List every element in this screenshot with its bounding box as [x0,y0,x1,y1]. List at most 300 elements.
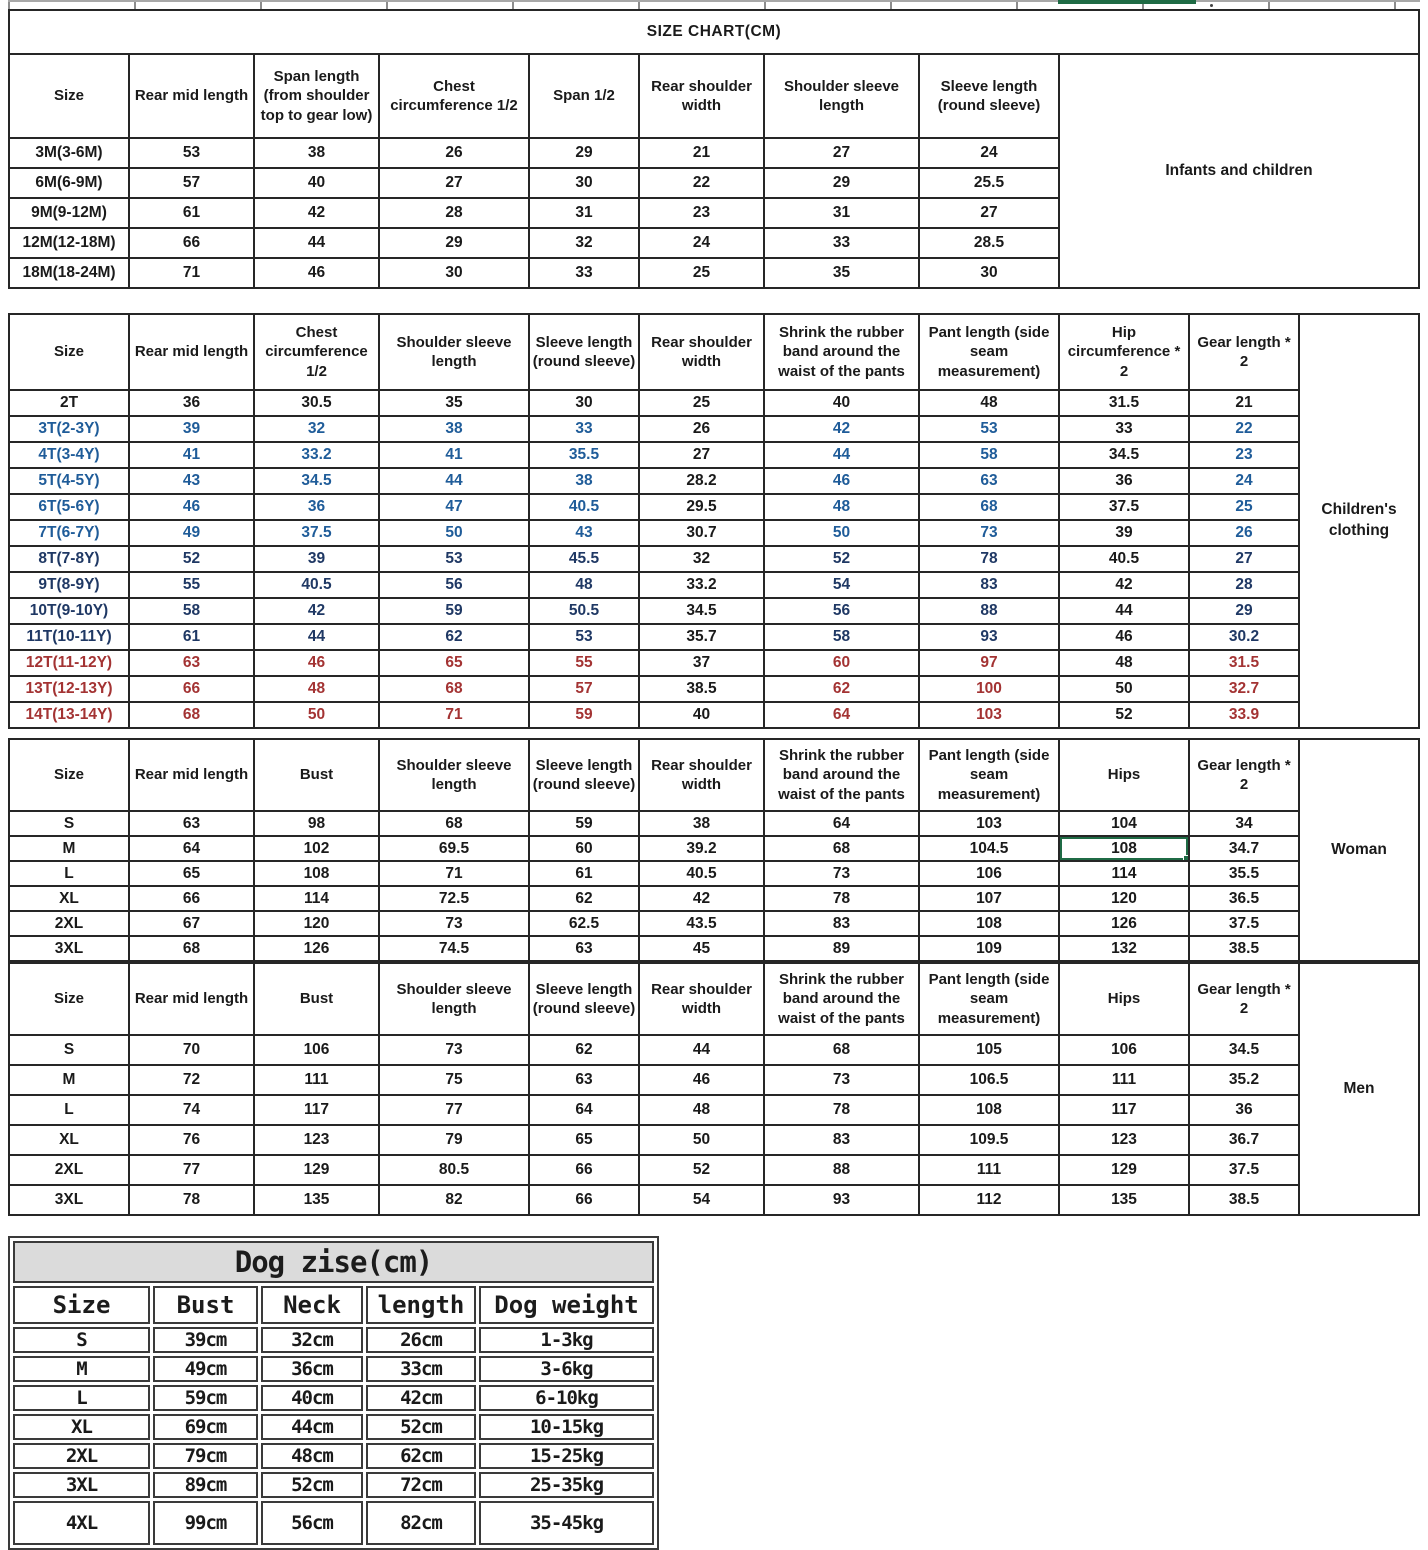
table-cell: 47 [379,494,529,520]
column-header: Size [9,54,129,138]
table-row [9,886,1419,911]
table-row [9,811,1419,836]
table-cell: 33.9 [1189,702,1299,728]
table-cell: 129 [254,1155,379,1185]
column-header: Shoulder sleeve length [379,739,529,811]
table-cell: 107 [919,886,1059,911]
table-cell: 66 [529,1185,639,1215]
table-cell: 104 [1059,811,1189,836]
size-cell: 6M(6-9M) [9,168,129,198]
table-cell: 29 [529,138,639,168]
table-cell: 32 [639,546,764,572]
table-cell: 61 [129,624,254,650]
table-cell: 27 [919,198,1059,228]
column-header: Shrink the rubber band around the waist of the pants [764,739,919,811]
table-cell: 82 [379,1185,529,1215]
table-cell: 66 [529,1155,639,1185]
table-cell: 123 [254,1125,379,1155]
table-cell: 50 [254,702,379,728]
table-row [9,936,1419,961]
table-row [9,520,1419,546]
table-row [9,1155,1419,1185]
table-cell: 62 [529,886,639,911]
table-cell: 29.5 [639,494,764,520]
table-cell: 33.2 [639,572,764,598]
table-cell: 36cm [261,1356,363,1382]
dog-size-table [8,1236,659,1550]
table-cell: 111 [1059,1065,1189,1095]
table-cell: 41 [379,442,529,468]
column-header: Hips [1059,739,1189,811]
table-cell: 1-3kg [479,1327,654,1353]
table-cell: 50 [379,520,529,546]
table-cell: 37.5 [254,520,379,546]
table-cell: 30.7 [639,520,764,546]
table-cell: 40.5 [1059,546,1189,572]
table-cell: 35.5 [529,442,639,468]
table-row [9,1065,1419,1095]
table-cell: 120 [254,911,379,936]
table-cell: 46 [129,494,254,520]
table-cell: 58 [764,624,919,650]
size-cell: 18M(18-24M) [9,258,129,288]
table-cell: 59cm [153,1385,258,1411]
table-cell: 109 [919,936,1059,961]
table-row [9,1125,1419,1155]
size-cell: 3M(3-6M) [9,138,129,168]
column-header: Rear shoulder width [639,314,764,390]
table-cell: 71 [379,702,529,728]
table-cell: 42 [1059,572,1189,598]
size-cell: 9T(8-9Y) [9,572,129,598]
table-cell: 42cm [366,1385,476,1411]
column-header: Sleeve length (round sleeve) [529,963,639,1035]
column-header: Rear shoulder width [639,963,764,1035]
table-cell: 62 [529,1035,639,1065]
table-cell: 43.5 [639,911,764,936]
table-cell: 67 [129,911,254,936]
table-cell: 38 [379,416,529,442]
table-cell: 68 [379,676,529,702]
table-cell: 100 [919,676,1059,702]
table-cell: 43 [529,520,639,546]
table-cell: 60 [764,650,919,676]
table-row [13,1327,654,1353]
table-cell: 117 [254,1095,379,1125]
table-cell: 74 [129,1095,254,1125]
table-cell: 83 [764,1125,919,1155]
column-header: Shoulder sleeve length [379,314,529,390]
table-cell: 49 [129,520,254,546]
table-cell: 33 [529,416,639,442]
column-header: Rear shoulder width [639,54,764,138]
table-row [13,1501,654,1545]
table-cell: 59 [529,702,639,728]
table-cell: 62.5 [529,911,639,936]
table-cell: 40 [639,702,764,728]
size-cell: S [13,1327,150,1353]
table-cell: 52 [639,1155,764,1185]
table-cell: 57 [129,168,254,198]
table-cell: 28.2 [639,468,764,494]
size-cell: 14T(13-14Y) [9,702,129,728]
table-cell: 65 [529,1125,639,1155]
table-cell: 25-35kg [479,1472,654,1498]
table-cell: 24 [1189,468,1299,494]
column-header: Size [9,963,129,1035]
table-row [9,624,1419,650]
table-cell: 77 [129,1155,254,1185]
table-cell: 108 [919,1095,1059,1125]
table-cell: 46 [254,258,379,288]
table-cell: 25 [639,390,764,416]
table-cell: 73 [919,520,1059,546]
table-cell: 63 [129,811,254,836]
table-cell: 68 [379,811,529,836]
table-cell: 44 [379,468,529,494]
table-cell: 80.5 [379,1155,529,1185]
spacer [8,1216,1420,1236]
table-cell: 69.5 [379,836,529,861]
column-header: Hips [1059,963,1189,1035]
table-cell: 61 [129,198,254,228]
column-header: Rear mid length [129,314,254,390]
table-cell: 30 [529,168,639,198]
size-cell: 11T(10-11Y) [9,624,129,650]
table-cell: 36 [254,494,379,520]
table-row [9,468,1419,494]
table-cell: 56 [764,598,919,624]
table-cell: 72.5 [379,886,529,911]
size-chart-woman-table [8,738,1420,962]
table-cell: 40.5 [639,861,764,886]
table-cell: 93 [919,624,1059,650]
table-cell: 135 [254,1185,379,1215]
table-cell: 108 [919,911,1059,936]
column-header: Shrink the rubber band around the waist of the pants [764,963,919,1035]
size-cell: 2T [9,390,129,416]
size-cell: 8T(7-8Y) [9,546,129,572]
table-cell: 28.5 [919,228,1059,258]
table-cell: 33 [764,228,919,258]
table-cell: 48 [764,494,919,520]
table-cell: 6-10kg [479,1385,654,1411]
table-cell: 15-25kg [479,1443,654,1469]
table-cell: 135 [1059,1185,1189,1215]
size-cell: XL [9,1125,129,1155]
table-cell: 26 [1189,520,1299,546]
table-cell: 111 [919,1155,1059,1185]
size-cell: L [13,1385,150,1411]
column-header: Pant length (side seam measurement) [919,963,1059,1035]
table-cell: 73 [764,861,919,886]
table-cell: 34 [1189,811,1299,836]
table-cell: 63 [919,468,1059,494]
table-cell: 68 [129,702,254,728]
table-row [13,1414,654,1440]
table-cell: 106 [919,861,1059,886]
column-header: Sleeve length (round sleeve) [529,314,639,390]
table-row [9,836,1419,861]
table-cell: 26cm [366,1327,476,1353]
size-cell: 13T(12-13Y) [9,676,129,702]
table-cell: 109.5 [919,1125,1059,1155]
column-header: Pant length (side seam measurement) [919,314,1059,390]
column-header: Shrink the rubber band around the waist of the pants [764,314,919,390]
column-header: Shoulder sleeve length [764,54,919,138]
table-cell: 63 [529,936,639,961]
column-header: Gear length * 2 [1189,963,1299,1035]
table-cell: 46 [254,650,379,676]
column-header: Hip circumference * 2 [1059,314,1189,390]
table-cell: 58 [129,598,254,624]
size-cell: XL [13,1414,150,1440]
table-row [9,494,1419,520]
table-cell: 55 [129,572,254,598]
table-cell: 58 [919,442,1059,468]
table-cell: 64 [764,811,919,836]
table-cell: 39 [1059,520,1189,546]
table-cell: 54 [639,1185,764,1215]
group-label: Infants and children [1059,54,1419,288]
table-cell: 48 [639,1095,764,1125]
table-row [9,1095,1419,1125]
table-cell: 36 [1059,468,1189,494]
table-row [13,1472,654,1498]
table-cell: 57 [529,676,639,702]
ruler-dot [1210,4,1213,7]
table-cell: 62 [764,676,919,702]
table-cell: 33 [529,258,639,288]
table-cell: 33.2 [254,442,379,468]
column-header: Span 1/2 [529,54,639,138]
table-cell: 39 [129,416,254,442]
column-header: Bust [254,963,379,1035]
table-cell: 27 [639,442,764,468]
table-cell: 64 [764,702,919,728]
table-row [9,442,1419,468]
table-cell: 21 [639,138,764,168]
table-cell: 23 [1189,442,1299,468]
column-header: Pant length (side seam measurement) [919,739,1059,811]
table-row [9,598,1419,624]
table-cell: 43 [129,468,254,494]
table-cell: 30.5 [254,390,379,416]
table-cell: 29 [379,228,529,258]
table-cell: 41 [129,442,254,468]
table-cell: 35 [764,258,919,288]
size-cell: 3XL [13,1472,150,1498]
size-cell: 6T(5-6Y) [9,494,129,520]
table-cell: 34.5 [639,598,764,624]
table-cell: 68 [129,936,254,961]
table-cell: 60 [529,836,639,861]
table-row [9,1185,1419,1215]
table-cell: 30 [379,258,529,288]
table-cell: 22 [1189,416,1299,442]
table-cell: 37 [639,650,764,676]
table-cell: 64 [129,836,254,861]
spacer [8,729,1420,738]
table-cell: 34.5 [1059,442,1189,468]
table-cell: 26 [639,416,764,442]
table-cell: 24 [639,228,764,258]
table-cell: 89 [764,936,919,961]
table-cell: 40.5 [529,494,639,520]
table-cell: 98 [254,811,379,836]
table-cell: 68 [919,494,1059,520]
size-cell: 3XL [9,936,129,961]
table-cell: 73 [379,1035,529,1065]
table-row [9,861,1419,886]
table-cell: 89cm [153,1472,258,1498]
table-cell: 40 [254,168,379,198]
table-cell: 45 [639,936,764,961]
table-cell: 66 [129,228,254,258]
table-row [9,702,1419,728]
table-cell: 40cm [261,1385,363,1411]
table-cell: 36 [129,390,254,416]
size-cell: 2XL [13,1443,150,1469]
table-cell: 34.5 [254,468,379,494]
table-cell: 56 [379,572,529,598]
column-header: Rear mid length [129,54,254,138]
table-cell: 25 [1189,494,1299,520]
table-cell: 82cm [366,1501,476,1545]
table-cell: 44 [254,228,379,258]
column-header: Neck [261,1286,363,1324]
table-cell: 103 [919,702,1059,728]
table-row [13,1356,654,1382]
table-cell: 114 [1059,861,1189,886]
table-cell: 48 [254,676,379,702]
size-chart-children-table [8,313,1420,729]
table-cell: 23 [639,198,764,228]
table-cell: 123 [1059,1125,1189,1155]
table-cell: 63 [129,650,254,676]
table-cell: 35-45kg [479,1501,654,1545]
table-cell: 28 [1189,572,1299,598]
table-cell: 39 [254,546,379,572]
size-cell: 2XL [9,911,129,936]
table-title: Dog zise(cm) [13,1241,654,1283]
table-cell: 24 [919,138,1059,168]
table-cell: 120 [1059,886,1189,911]
table-cell: 71 [379,861,529,886]
size-cell: 10T(9-10Y) [9,598,129,624]
table-cell: 25 [639,258,764,288]
table-cell: 52 [764,546,919,572]
table-cell: 31.5 [1059,390,1189,416]
size-cell: 9M(9-12M) [9,198,129,228]
table-cell: 30.2 [1189,624,1299,650]
table-cell: 53 [529,624,639,650]
spacer [8,289,1420,313]
table-cell: 64 [529,1095,639,1125]
table-cell: 99cm [153,1501,258,1545]
table-cell: 78 [919,546,1059,572]
table-cell: 42 [764,416,919,442]
table-cell: 37.5 [1059,494,1189,520]
table-cell: 77 [379,1095,529,1125]
table-cell: 76 [129,1125,254,1155]
table-cell: 65 [129,861,254,886]
table-cell: 68 [764,836,919,861]
table-row [13,1443,654,1469]
table-cell: 37.5 [1189,911,1299,936]
size-cell: L [9,1095,129,1125]
table-cell: 46 [764,468,919,494]
size-cell: S [9,811,129,836]
table-cell: 83 [764,911,919,936]
table-cell: 103 [919,811,1059,836]
size-cell: 7T(6-7Y) [9,520,129,546]
table-row [9,572,1419,598]
table-cell: 32cm [261,1327,363,1353]
table-cell: 25.5 [919,168,1059,198]
column-header: Gear length * 2 [1189,314,1299,390]
table-cell: 106 [254,1035,379,1065]
table-cell: 37.5 [1189,1155,1299,1185]
table-cell: 44 [764,442,919,468]
column-header: Size [9,314,129,390]
table-cell: 50 [764,520,919,546]
table-cell: 114 [254,886,379,911]
table-cell: 21 [1189,390,1299,416]
table-cell: 27 [1189,546,1299,572]
size-cell: XL [9,886,129,911]
table-cell: 75 [379,1065,529,1095]
table-cell: 65 [379,650,529,676]
table-cell: 29 [1189,598,1299,624]
table-cell: 59 [529,811,639,836]
column-header: Rear mid length [129,963,254,1035]
table-cell: 71 [129,258,254,288]
table-row [9,911,1419,936]
column-header: Chest circumference 1/2 [379,54,529,138]
table-cell: 59 [379,598,529,624]
table-cell: 49cm [153,1356,258,1382]
table-cell: 42 [639,886,764,911]
table-cell: 106.5 [919,1065,1059,1095]
table-cell: 56cm [261,1501,363,1545]
table-cell: 69cm [153,1414,258,1440]
size-cell: 12M(12-18M) [9,228,129,258]
size-cell: M [9,1065,129,1095]
table-row [9,650,1419,676]
table-cell: 26 [379,138,529,168]
table-title: SIZE CHART(CM) [9,10,1419,54]
table-cell: 48 [1059,650,1189,676]
table-cell: 126 [254,936,379,961]
table-cell: 39.2 [639,836,764,861]
table-cell: 42 [254,598,379,624]
column-header: length [366,1286,476,1324]
table-cell: 97 [919,650,1059,676]
table-cell: 66 [129,676,254,702]
table-cell: 10-15kg [479,1414,654,1440]
table-cell: 53 [129,138,254,168]
table-cell: 31.5 [1189,650,1299,676]
table-cell: 104.5 [919,836,1059,861]
size-chart-infants-table [8,9,1420,289]
table-cell: 34.5 [1189,1035,1299,1065]
table-row [9,416,1419,442]
table-cell: 74.5 [379,936,529,961]
size-cell: M [9,836,129,861]
table-cell: 111 [254,1065,379,1095]
column-header: Span length (from shoulder top to gear low) [254,54,379,138]
